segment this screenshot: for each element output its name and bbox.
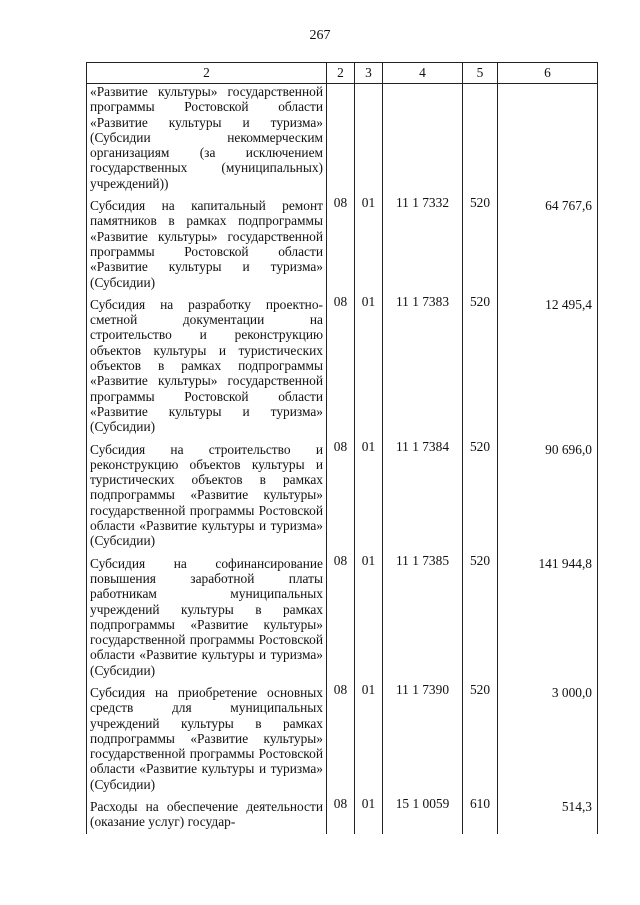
column-header-amount: 6 bbox=[498, 63, 598, 84]
row-expense-type: 520 bbox=[463, 195, 498, 294]
table-row bbox=[87, 294, 598, 439]
row-amount: 514,3 bbox=[498, 796, 598, 834]
row-section: 08 bbox=[327, 294, 355, 439]
row-amount: 90 696,0 bbox=[498, 439, 598, 553]
row-subsection: 01 bbox=[355, 682, 383, 796]
table-row bbox=[87, 84, 598, 196]
row-expense-type: 520 bbox=[463, 294, 498, 439]
row-section: 08 bbox=[327, 439, 355, 553]
row-subsection bbox=[355, 84, 383, 196]
row-subsection: 01 bbox=[355, 553, 383, 682]
row-name: Субсидия на строительство и реконструкцию объектов культуры и туристических объектов в рамках подпрограммы «Развитие культуры» государственной программы Ростовской области «Развитие культуры и туризма» (Субсидии) bbox=[87, 439, 327, 553]
row-amount: 141 944,8 bbox=[498, 553, 598, 682]
row-section bbox=[327, 84, 355, 196]
row-name: «Развитие культуры» государственной программы Ростовской области «Развитие культуры и туризма» (Субсидии некоммерческим организациям (за исключением государственных (муниципальных) учреждений)) bbox=[87, 84, 327, 196]
row-name: Субсидия на разработку проектно-сметной документации на строительство и реконструкцию объектов культуры и туристических объектов в рамках подпрограммы «Развитие культуры» государственной программы Ростовской области «Развитие культуры и туризма» (Субсидии) bbox=[87, 294, 327, 439]
row-expense-type bbox=[463, 84, 498, 196]
row-amount: 3 000,0 bbox=[498, 682, 598, 796]
row-subsection: 01 bbox=[355, 439, 383, 553]
row-name: Субсидия на приобретение основных средств для муниципальных учреждений культуры в рамках подпрограммы «Развитие культуры» государственной программы Ростовской области «Развитие культуры и туризма» (Субсидии) bbox=[87, 682, 327, 796]
column-header-expense-type: 5 bbox=[463, 63, 498, 84]
row-amount: 64 767,6 bbox=[498, 195, 598, 294]
budget-table bbox=[86, 62, 598, 834]
row-target-article: 11 1 7390 bbox=[383, 682, 463, 796]
row-section: 08 bbox=[327, 796, 355, 834]
row-section: 08 bbox=[327, 682, 355, 796]
row-section: 08 bbox=[327, 195, 355, 294]
row-target-article: 11 1 7384 bbox=[383, 439, 463, 553]
column-header-name: 2 bbox=[87, 63, 327, 84]
row-name: Субсидия на капитальный ремонт памятников в рамках подпрограммы «Развитие культуры» государственной программы Ростовской области «Развитие культуры и туризма» (Субсидии) bbox=[87, 195, 327, 294]
page-number: 267 bbox=[309, 28, 331, 43]
row-subsection: 01 bbox=[355, 796, 383, 834]
row-target-article bbox=[383, 84, 463, 196]
column-header-target-article: 4 bbox=[383, 63, 463, 84]
row-section: 08 bbox=[327, 553, 355, 682]
column-header-subsection: 3 bbox=[355, 63, 383, 84]
row-expense-type: 520 bbox=[463, 682, 498, 796]
row-name: Субсидия на софинансирование повышения заработной платы работникам муниципальных учреждений культуры в рамках подпрограммы «Развитие культуры» государственной программы Ростовской области «Развитие культуры и туризма» (Субсидии) bbox=[87, 553, 327, 682]
row-target-article: 11 1 7385 bbox=[383, 553, 463, 682]
table-row bbox=[87, 439, 598, 553]
row-subsection: 01 bbox=[355, 294, 383, 439]
table-row bbox=[87, 195, 598, 294]
row-expense-type: 520 bbox=[463, 553, 498, 682]
row-amount bbox=[498, 84, 598, 196]
table-header-row bbox=[87, 63, 598, 84]
table-row bbox=[87, 682, 598, 796]
row-subsection: 01 bbox=[355, 195, 383, 294]
row-target-article: 11 1 7332 bbox=[383, 195, 463, 294]
table-row bbox=[87, 553, 598, 682]
row-expense-type: 520 bbox=[463, 439, 498, 553]
row-amount: 12 495,4 bbox=[498, 294, 598, 439]
row-name: Расходы на обеспечение деятельности (оказание услуг) государ- bbox=[87, 796, 327, 834]
row-target-article: 11 1 7383 bbox=[383, 294, 463, 439]
column-header-section: 2 bbox=[327, 63, 355, 84]
table-row bbox=[87, 796, 598, 834]
row-target-article: 15 1 0059 bbox=[383, 796, 463, 834]
row-expense-type: 610 bbox=[463, 796, 498, 834]
